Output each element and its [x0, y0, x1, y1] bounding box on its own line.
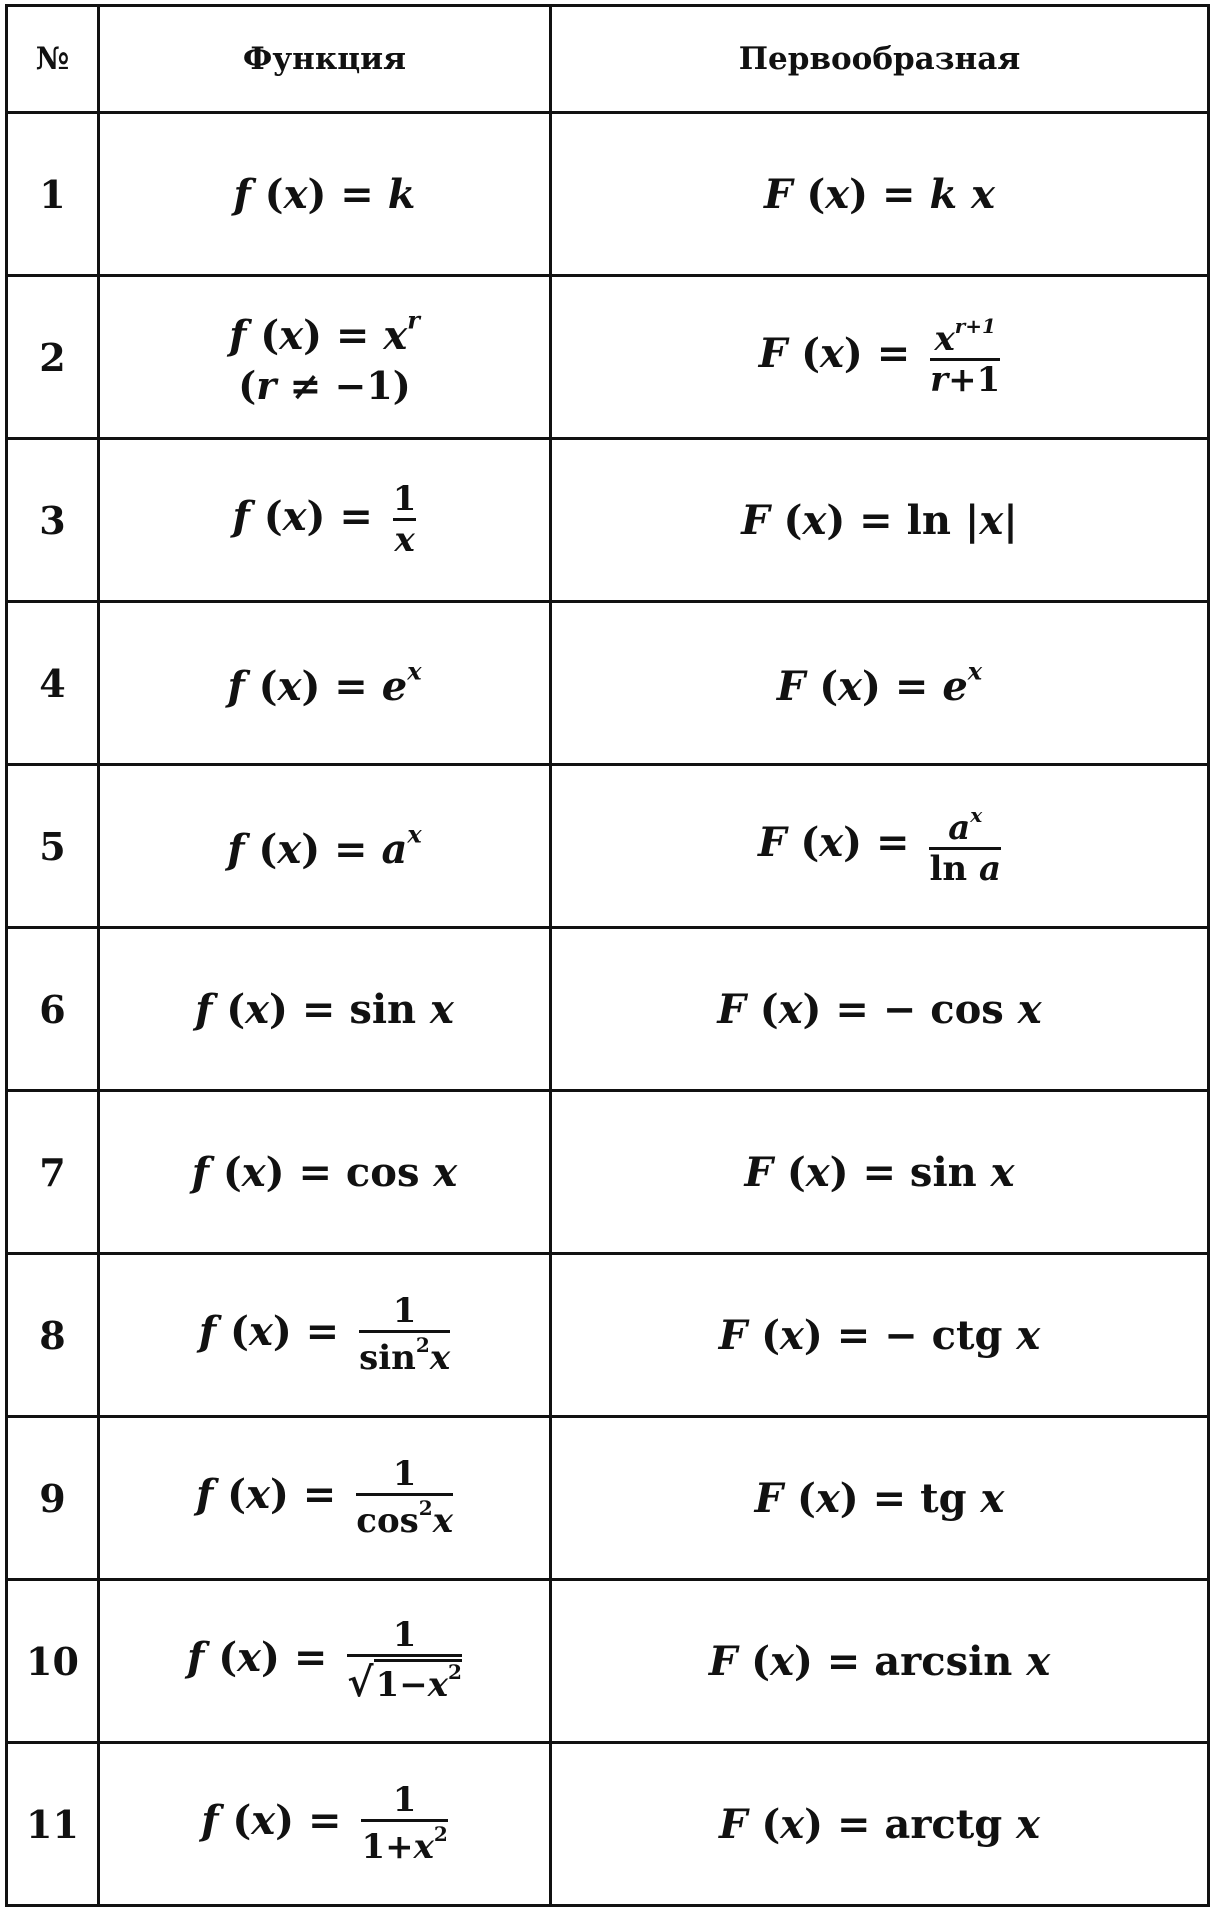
- function-formula: f (x) = k: [99, 113, 551, 276]
- antiderivative-formula: F (x) = ln |x|: [551, 439, 1209, 602]
- row-number: 7: [7, 1091, 99, 1254]
- function-formula: f $(x) = a^x$: [99, 765, 551, 928]
- row-number: 10: [7, 1580, 99, 1743]
- row-number: 3: [7, 439, 99, 602]
- antiderivative-formula: F (x) = arcsin x: [551, 1580, 1209, 1743]
- header-row: [7, 6, 1209, 113]
- table-row: [7, 1091, 1209, 1254]
- header-function: Функция: [99, 6, 551, 113]
- antiderivative-formula: F (x) = $\frac{x^{r+1}}{r+1}$: [551, 276, 1209, 439]
- header-number: №: [7, 6, 99, 113]
- row-number: 11: [7, 1743, 99, 1906]
- row-number: 4: [7, 602, 99, 765]
- function-formula: f (x) = $\frac{1}{√1-x^2}$: [99, 1580, 551, 1743]
- table-row: [7, 928, 1209, 1091]
- row-number: 5: [7, 765, 99, 928]
- table-row: [7, 1254, 1209, 1417]
- function-formula: f (x) = sin x: [99, 928, 551, 1091]
- table-row: [7, 1580, 1209, 1743]
- row-number: 9: [7, 1417, 99, 1580]
- function-formula: f (x) = $\frac{1}{x}$: [99, 439, 551, 602]
- antiderivative-formula: F $(x) = e^x$: [551, 602, 1209, 765]
- antiderivative-formula: F (x) = − ctg x: [551, 1254, 1209, 1417]
- row-number: 2: [7, 276, 99, 439]
- table-row: [7, 765, 1209, 928]
- table-row: [7, 602, 1209, 765]
- antiderivative-formula: F (x) = tg x: [551, 1417, 1209, 1580]
- header-antiderivative: Первообразная: [551, 6, 1209, 113]
- function-formula: f (x) = $\frac{1}{\cos^2x}$: [99, 1417, 551, 1580]
- table-row: [7, 1743, 1209, 1906]
- row-number: 8: [7, 1254, 99, 1417]
- table-row: [7, 1417, 1209, 1580]
- antiderivative-formula: F (x) = arctg x: [551, 1743, 1209, 1906]
- function-formula: f $(x) = x^r$ (r ≠ −1): [99, 276, 551, 439]
- antiderivatives-table: [5, 4, 1210, 1907]
- row-number: 6: [7, 928, 99, 1091]
- function-formula: f $(x) = e^x$: [99, 602, 551, 765]
- function-formula: f (x) = cos x: [99, 1091, 551, 1254]
- row-number: 1: [7, 113, 99, 276]
- table-row: [7, 276, 1209, 439]
- function-formula: f (x) = $\frac{1}{\sin^2x}$: [99, 1254, 551, 1417]
- antiderivative-formula: F (x) = − cos x: [551, 928, 1209, 1091]
- table-row: [7, 113, 1209, 276]
- antiderivative-formula: F (x) = k x: [551, 113, 1209, 276]
- antiderivative-formula: F (x) = sin x: [551, 1091, 1209, 1254]
- antiderivative-formula: F (x) = $\frac{a^x}{\text{ln a}}$: [551, 765, 1209, 928]
- function-formula: f (x) = $\frac{1}{1+x^2}$: [99, 1743, 551, 1906]
- table-row: [7, 439, 1209, 602]
